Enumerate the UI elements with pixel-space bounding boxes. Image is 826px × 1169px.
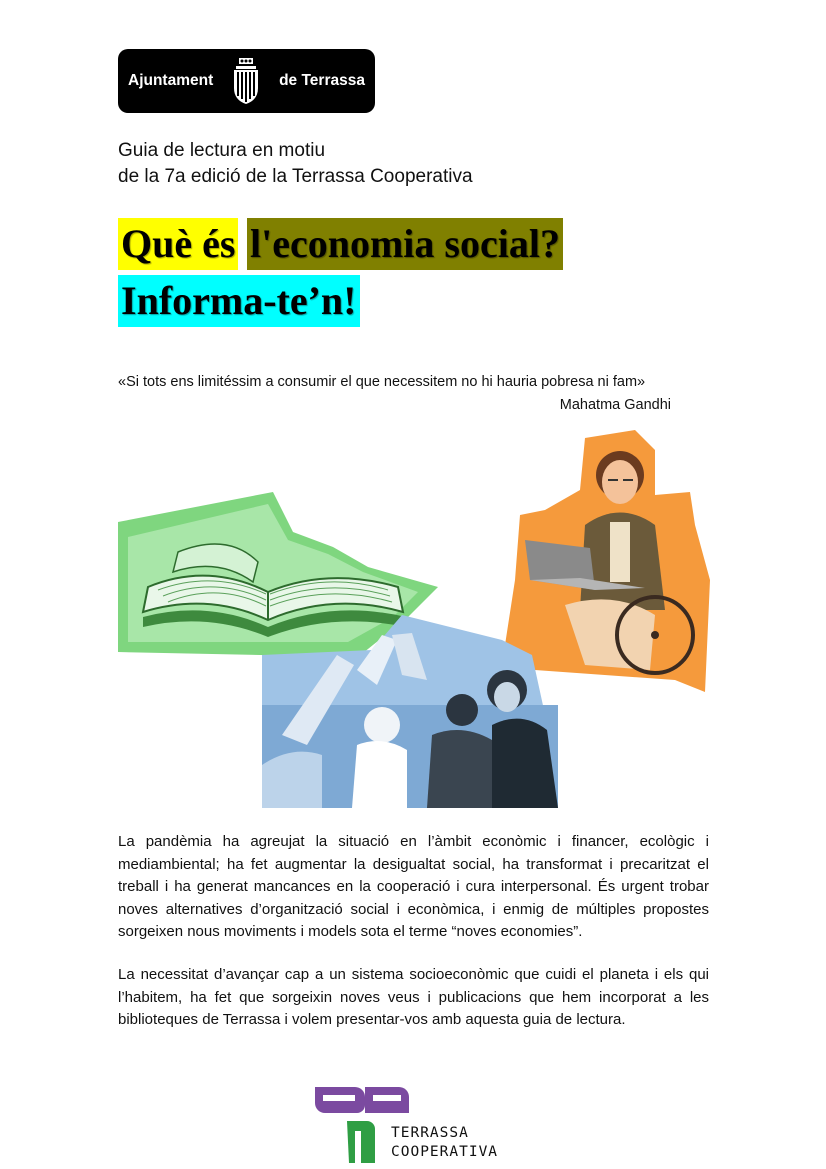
subtitle-line-2: de la 7a edició de la Terrassa Cooperativa — [118, 166, 473, 187]
coop-logo-text — [391, 1124, 498, 1162]
logo-text-left: Ajuntament — [128, 72, 214, 89]
subtitle-line-1: Guia de lectura en motiu — [118, 140, 326, 161]
coop-logo-line-1: TERRASSA — [391, 1125, 469, 1141]
quote-text: «Si tots ens limitéssim a consumir el que necessitem no hi hauria pobresa ni fam» — [118, 374, 646, 390]
ajuntament-logo — [118, 49, 375, 113]
headline-part-1: Què és — [118, 218, 238, 270]
headline-part-3: Informa-te’n! — [118, 275, 360, 327]
team-highfive-photo — [262, 615, 558, 808]
coat-of-arms-icon — [227, 56, 265, 106]
logo-text-right: de Terrassa — [279, 72, 365, 89]
guide-subtitle — [118, 138, 473, 190]
coop-logo-line-2: COOPERATIVA — [391, 1144, 499, 1160]
body-paragraph-1: La pandèmia ha agreujat la situació en l’àmbit econòmic i financer, ecològic i mediambiental; ha fet augmentar la desigualtat social, ha transformat i precaritzat el treball i ha generat mancances en la cooperació i cura interpersonal. És urgent trobar noves alternatives d’organització social i econòmica, i enmig de múltiples propostes sorgeixen nous moviments i models sota el terme “noves economies”. — [118, 833, 709, 940]
body-paragraph-2: La necessitat d’avançar cap a un sistema socioeconòmic que cuidi el planeta i els qui l’habitem, ha fet que sorgeixin noves veus i publicacions que hem incorporat a les biblioteques de Terrassa i volem presentar-vos amb aquesta guia de lectura. — [118, 966, 709, 1028]
headline-part-2: l'economia social? — [247, 218, 563, 270]
quote-author: Mahatma Gandhi — [559, 397, 671, 413]
